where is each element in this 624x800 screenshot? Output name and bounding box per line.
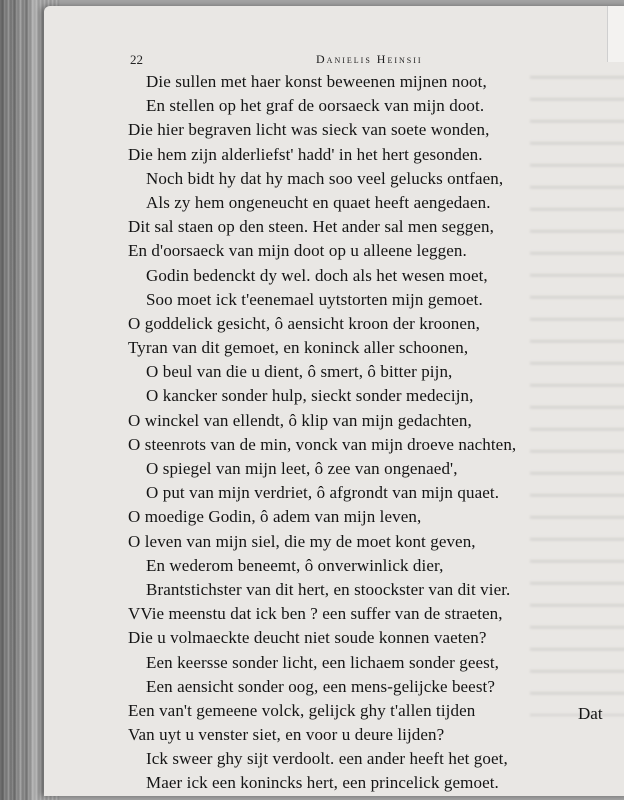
poem-line: Noch bidt hy dat hy mach soo veel gelucks ontfaen,: [146, 168, 504, 188]
poem-line: Een keersse sonder licht, een lichaem sonder geest,: [146, 652, 499, 672]
poem-line: En d'oorsaeck van mijn doot op u alleene leggen.: [128, 241, 467, 261]
page-number: 22: [130, 52, 143, 67]
poem-line: O winckel van ellendt, ô klip van mijn gedachten,: [128, 410, 472, 430]
poem-line: O spiegel van mijn leet, ô zee van ongenaed',: [146, 459, 458, 478]
poem-line: En wederom beneemt, ô onverwinlick dier,: [146, 555, 444, 575]
next-page-edge: [607, 6, 624, 62]
poem-line: Die hier begraven licht was sieck van soete wonden,: [128, 120, 490, 140]
poem-line: Die sullen met haer konst beweenen mijnen noot,: [146, 72, 487, 91]
poem-line: O leven van mijn siel, die my de moet kont geven,: [128, 531, 476, 551]
poem-line: Godin bedenckt dy wel. doch als het wesen moet,: [146, 265, 488, 285]
poem-line: Die hem zijn alderliefst' hadd' in het hert gesonden.: [128, 144, 483, 164]
catchword: Dat: [578, 704, 603, 723]
poem-line: Soo moet ick t'eenemael uytstorten mijn gemoet.: [146, 289, 483, 309]
poem-line: O kancker sonder hulp, sieckt sonder medecijn,: [146, 386, 474, 406]
poem-line: O put van mijn verdriet, ô afgrondt van mijn quaet.: [146, 483, 500, 503]
poem-line: O goddelick gesicht, ô aensicht kroon der kroonen,: [128, 313, 480, 333]
poem-line: Van uyt u venster siet, en voor u deure lijden?: [128, 725, 445, 745]
running-head: Danielis Heinsii: [316, 52, 423, 66]
poem-line: Maer ick een konincks hert, een princelick gemoet.: [146, 773, 499, 793]
poem-line: Die u volmaeckte deucht niet soude konnen vaeten?: [128, 628, 487, 648]
poem-line: En stellen op het graf de oorsaeck van mijn doot.: [146, 96, 485, 116]
poem-line: Een aensicht sonder oog, een mens-gelijcke beest?: [146, 676, 496, 696]
page-header: [130, 52, 590, 70]
poem-line: Dit sal staen op den steen. Het ander sal men seggen,: [128, 217, 494, 237]
poem-line: VVie meenstu dat ick ben ? een suffer van de straeten,: [128, 604, 503, 624]
poem-line: O beul van die u dient, ô smert, ô bitter pijn,: [146, 362, 453, 382]
poem-line: Als zy hem ongeneucht en quaet heeft aengedaen.: [146, 192, 491, 212]
poem-line: Brantstichster van dit hert, en stoockster van dit vier.: [146, 579, 511, 599]
poem-line: Tyran van dit gemoet, en koninck aller schoonen,: [128, 338, 469, 358]
poem-text: [128, 70, 598, 796]
poem-line: O moedige Godin, ô adem van mijn leven,: [128, 507, 422, 527]
poem-line: O steenrots van de min, vonck van mijn droeve nachten,: [128, 434, 517, 454]
poem-line: Ick sweer ghy sijt verdoolt. een ander heeft het goet,: [146, 749, 508, 769]
poem-line: Een van't gemeene volck, gelijck ghy t'allen tijden: [128, 700, 476, 720]
